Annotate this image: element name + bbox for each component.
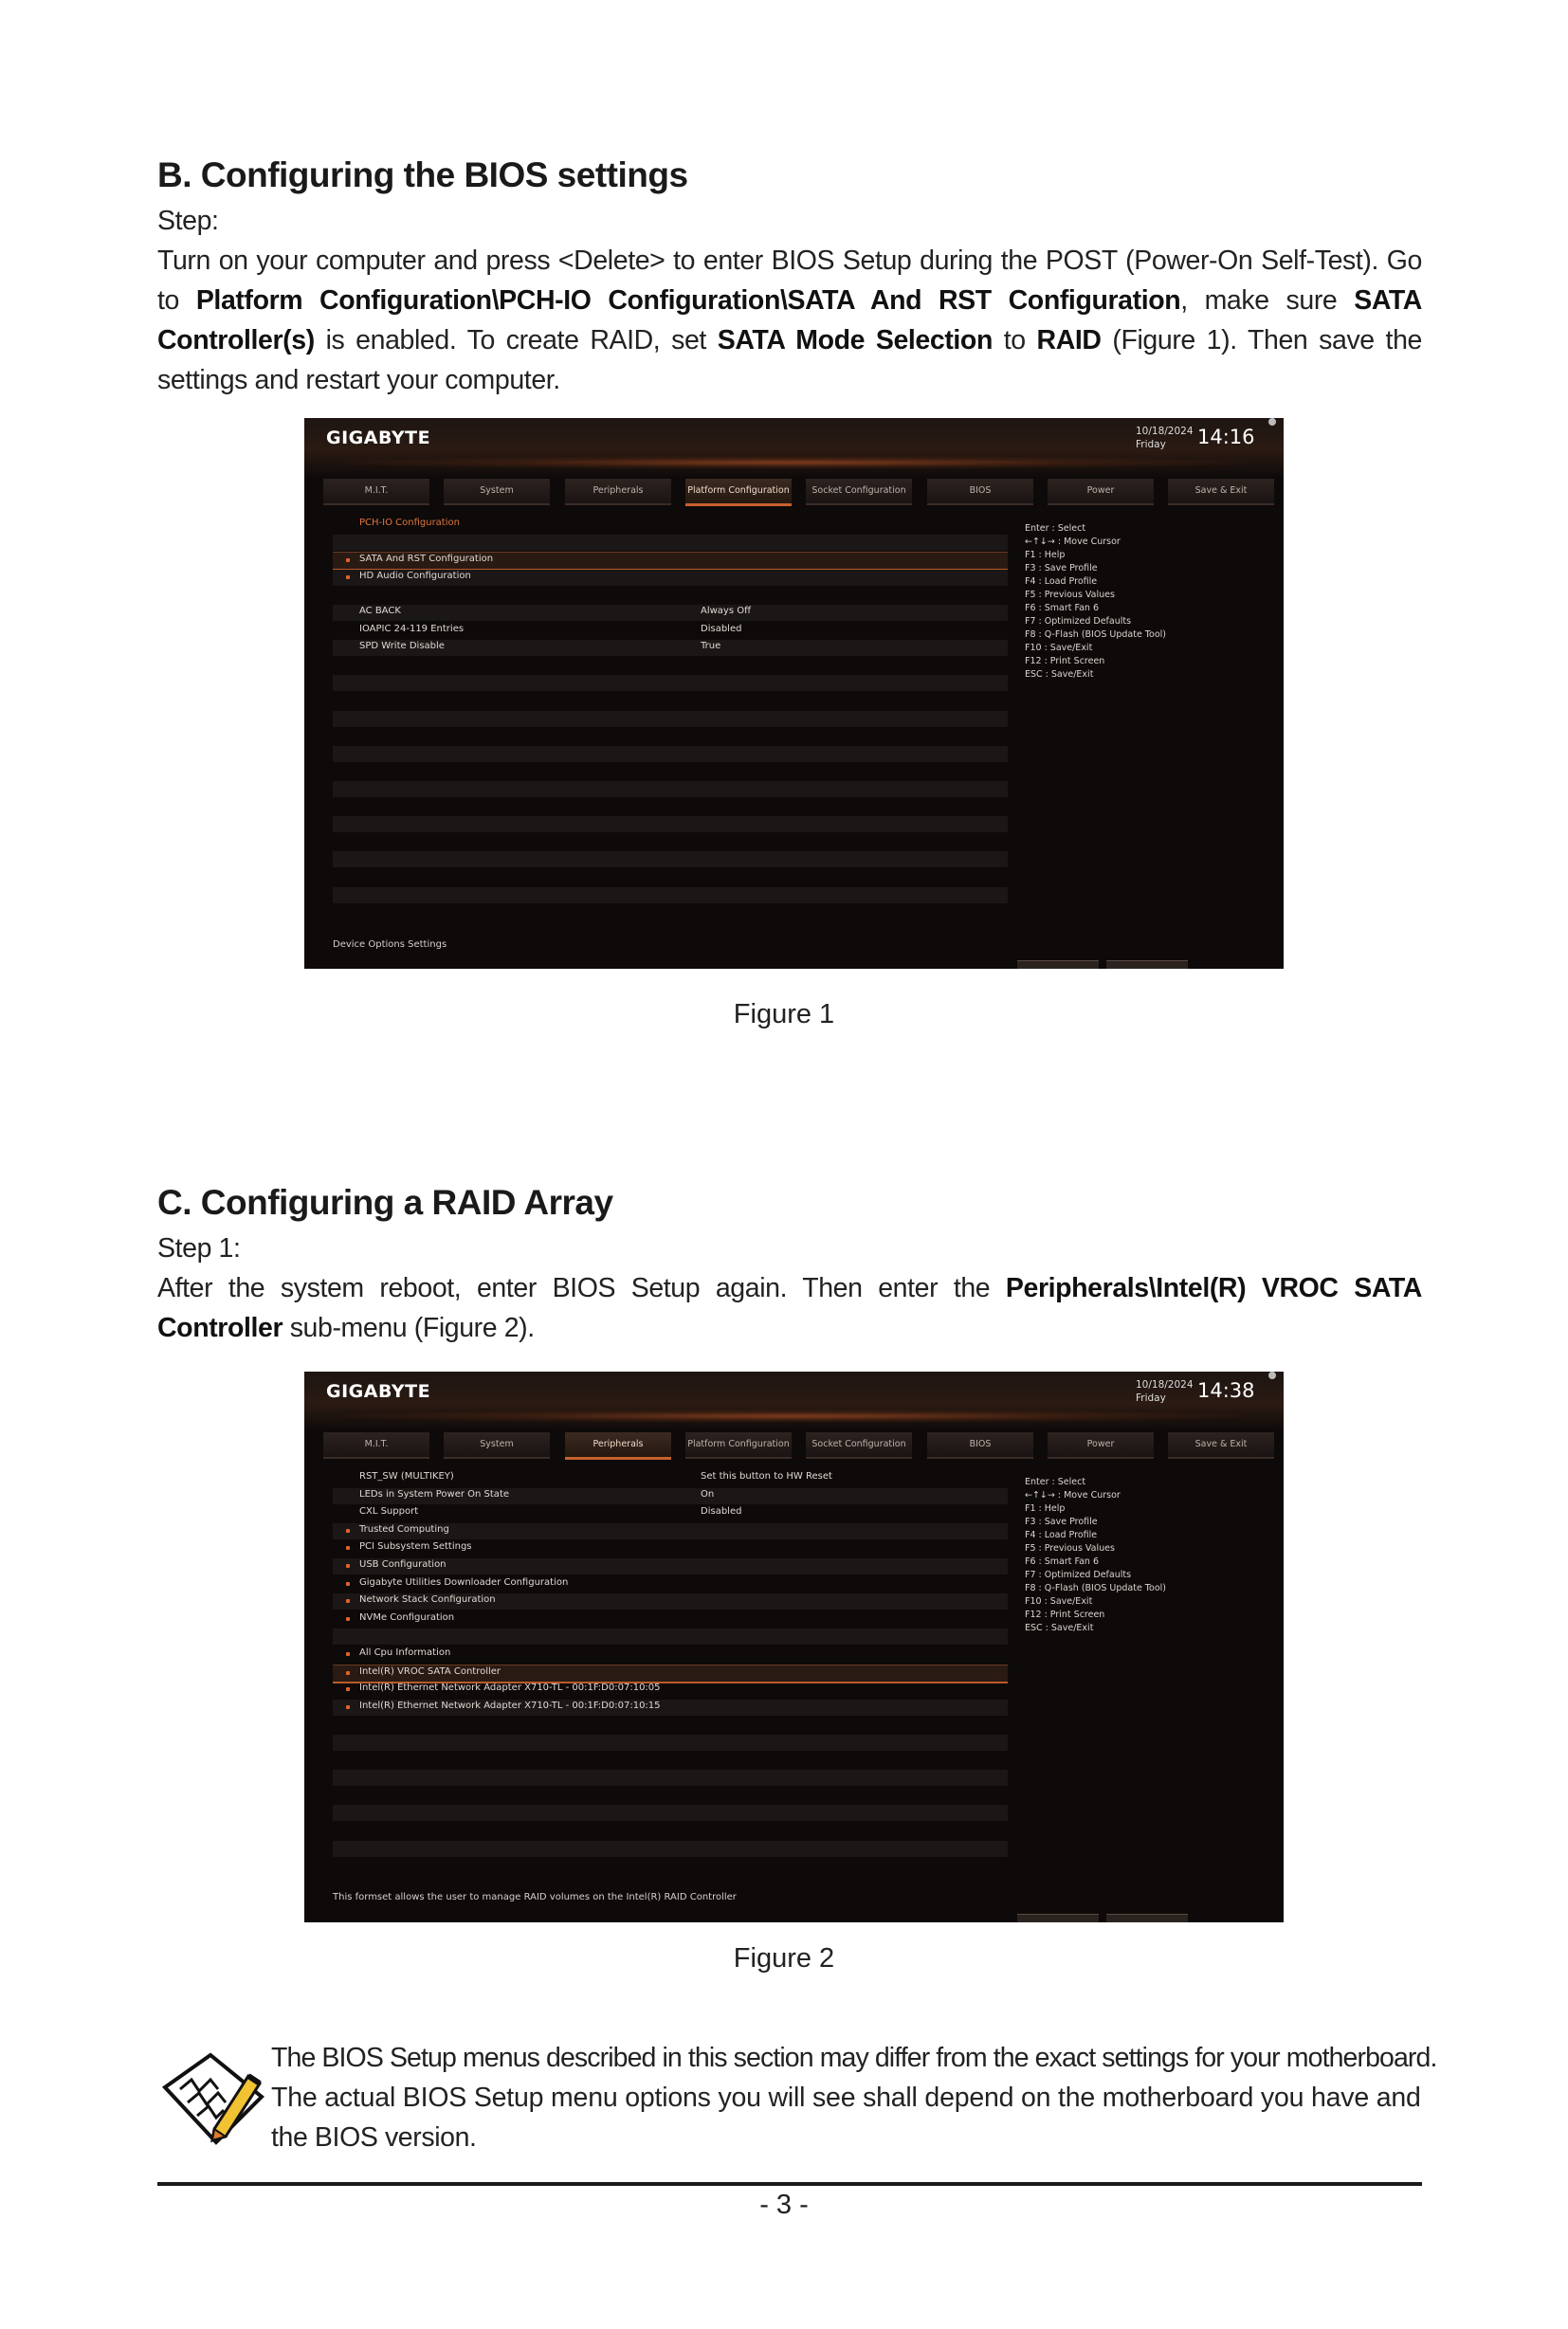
setting-value[interactable]: Disabled	[701, 1506, 742, 1517]
empty-row	[333, 675, 1008, 691]
empty-row	[333, 869, 1008, 885]
submenu-bullet-icon	[346, 575, 350, 579]
settings-row[interactable]	[333, 605, 1008, 621]
key-help-line: F6 : Smart Fan 6	[1025, 1556, 1100, 1567]
key-help-line: F8 : Q-Flash (BIOS Update Tool)	[1025, 629, 1166, 640]
figure-2-caption: Figure 2	[733, 1943, 835, 1974]
empty-row	[333, 1770, 1008, 1786]
key-help-line: ESC : Save/Exit	[1025, 669, 1094, 680]
note-pencil-icon-graphic	[155, 2047, 267, 2152]
text: , make sure	[1180, 285, 1355, 316]
key-help-line: F10 : Save/Exit	[1025, 643, 1093, 653]
submenu-bullet-icon	[346, 1705, 350, 1709]
empty-row	[333, 763, 1008, 779]
key-help-line: F8 : Q-Flash (BIOS Update Tool)	[1025, 1583, 1166, 1593]
tab-platform-configuration[interactable]: Platform Configuration	[685, 479, 792, 506]
section-b-heading: B. Configuring the BIOS settings	[157, 155, 688, 194]
section-b-paragraph	[157, 241, 1422, 400]
key-help-line: F4 : Load Profile	[1025, 1530, 1098, 1540]
bios-footer-description: Device Options Settings	[333, 939, 447, 950]
tab-system[interactable]: System	[444, 479, 550, 505]
setting-label: IOAPIC 24-119 Entries	[359, 624, 465, 634]
submenu-bullet-icon	[346, 1564, 350, 1568]
gigabyte-logo: GIGABYTE	[326, 1381, 431, 1402]
section-c-paragraph	[157, 1268, 1422, 1348]
empty-row	[333, 1823, 1008, 1839]
empty-row	[333, 887, 1008, 903]
settings-row[interactable]	[333, 1665, 1008, 1683]
setting-value[interactable]: Disabled	[701, 624, 742, 634]
section-b-step: Step:	[157, 206, 219, 236]
key-help-line: F12 : Print Screen	[1025, 1610, 1105, 1620]
setting-label: NVMe Configuration	[359, 1612, 455, 1623]
setting-label: SATA And RST Configuration	[359, 554, 494, 564]
q-flash-button[interactable]	[1106, 960, 1188, 969]
note-line: The actual BIOS Setup menu options you will see shall depend on the motherboard you have and	[271, 2083, 1421, 2113]
tab-peripherals[interactable]: Peripherals	[565, 479, 671, 505]
tab-save-exit[interactable]: Save & Exit	[1168, 479, 1274, 505]
setting-label: Intel(R) Ethernet Network Adapter X710-TL - 00:1F:D0:07:10:15	[359, 1701, 661, 1711]
q-flash-button[interactable]	[1106, 1914, 1188, 1922]
tab-socket-configuration[interactable]: Socket Configuration	[806, 1432, 912, 1459]
setting-value[interactable]: Always Off	[701, 606, 751, 616]
bios-screenshot-figure-1	[304, 418, 1284, 969]
setting-label: Trusted Computing	[359, 1524, 449, 1535]
settings-row[interactable]	[333, 1505, 1008, 1521]
setting-label: Intel(R) Ethernet Network Adapter X710-TL - 00:1F:D0:07:10:05	[359, 1683, 661, 1693]
submenu-bullet-icon	[346, 558, 350, 562]
setting-label: Network Stack Configuration	[359, 1594, 496, 1605]
tab-power[interactable]: Power	[1048, 479, 1154, 505]
empty-row	[333, 834, 1008, 850]
submenu-bullet-icon	[346, 1529, 350, 1533]
settings-row[interactable]	[333, 1558, 1008, 1574]
submenu-bullet-icon	[346, 1599, 350, 1603]
tab-m-i-t[interactable]: M.I.T.	[323, 1432, 429, 1459]
submenu-bullet-icon	[346, 1617, 350, 1621]
tab-platform-configuration[interactable]: Platform Configuration	[685, 1432, 792, 1459]
tab-m-i-t[interactable]: M.I.T.	[323, 479, 429, 505]
empty-row	[333, 746, 1008, 762]
setting-value[interactable]: True	[701, 641, 721, 651]
setting-label: LEDs in System Power On State	[359, 1489, 510, 1500]
bios-date	[1136, 1378, 1194, 1405]
settings-row[interactable]	[333, 1593, 1008, 1610]
key-help-line: F3 : Save Profile	[1025, 563, 1098, 573]
settings-row[interactable]	[333, 1700, 1008, 1716]
setting-label: HD Audio Configuration	[359, 571, 471, 581]
settings-row[interactable]	[333, 552, 1008, 571]
empty-row	[333, 1805, 1008, 1821]
submenu-bullet-icon	[346, 1546, 350, 1550]
key-help-line: F6 : Smart Fan 6	[1025, 603, 1100, 613]
smart-fan-button[interactable]	[1017, 1914, 1099, 1922]
smart-fan-button[interactable]	[1017, 960, 1099, 969]
key-help-line: ←↑↓→ : Move Cursor	[1025, 1490, 1121, 1501]
settings-row[interactable]	[333, 1682, 1008, 1698]
settings-row[interactable]	[333, 640, 1008, 656]
key-help-line: F1 : Help	[1025, 1503, 1066, 1514]
settings-row[interactable]	[333, 1540, 1008, 1556]
empty-row	[333, 728, 1008, 744]
gear-icon[interactable]	[1268, 1372, 1276, 1379]
text: Turn on your computer and press <Delete> to enter BIOS Setup during the POST (Power-On Self-Test). Go to	[157, 246, 1422, 316]
menu-path: Platform Configuration\PCH-IO Configuration\SATA And RST Configuration	[195, 285, 1181, 316]
note-line: the BIOS version.	[271, 2122, 477, 2153]
setting-label: SPD Write Disable	[359, 641, 445, 651]
tab-socket-configuration[interactable]: Socket Configuration	[806, 479, 912, 505]
setting-value[interactable]: Set this button to HW Reset	[701, 1471, 832, 1482]
settings-row[interactable]	[333, 1647, 1008, 1663]
setting-label: PCI Subsystem Settings	[359, 1541, 472, 1552]
bios-tabs	[323, 1432, 1271, 1459]
key-help-line: F12 : Print Screen	[1025, 656, 1105, 666]
settings-row[interactable]	[333, 1576, 1008, 1592]
settings-row[interactable]	[333, 1611, 1008, 1628]
empty-row	[333, 781, 1008, 797]
day-text: Friday	[1136, 1392, 1166, 1404]
bios-clock: 14:16	[1197, 426, 1255, 448]
setting-name: SATA Controller(s)	[157, 285, 1422, 355]
bios-screenshot-figure-2	[304, 1372, 1284, 1922]
setting-value: RAID	[1036, 325, 1102, 355]
footer-divider	[157, 2182, 1422, 2186]
key-help-line: F7 : Optimized Defaults	[1025, 616, 1132, 627]
settings-row[interactable]	[333, 623, 1008, 639]
empty-row	[333, 851, 1008, 867]
key-help-line: F3 : Save Profile	[1025, 1517, 1098, 1527]
settings-row	[333, 517, 1008, 533]
empty-row	[333, 1753, 1008, 1769]
tab-peripherals[interactable]: Peripherals	[565, 1432, 671, 1460]
setting-label: All Cpu Information	[359, 1647, 451, 1658]
gear-icon[interactable]	[1268, 418, 1276, 426]
submenu-title: PCH-IO Configuration	[359, 518, 460, 528]
empty-row	[333, 693, 1008, 709]
bios-tabs	[323, 479, 1271, 505]
figure-1-caption: Figure 1	[733, 999, 835, 1029]
settings-row[interactable]	[333, 1488, 1008, 1504]
setting-label: USB Configuration	[359, 1559, 447, 1570]
glow	[342, 1410, 1243, 1423]
text: (Figure 1). Then save the settings and restart your computer.	[157, 325, 1422, 395]
tab-bios[interactable]: BIOS	[927, 1432, 1033, 1459]
empty-row	[333, 711, 1008, 727]
bios-clock: 14:38	[1197, 1379, 1255, 1402]
tab-bios[interactable]: BIOS	[927, 479, 1033, 505]
bios-key-help	[1025, 522, 1166, 682]
empty-row	[333, 658, 1008, 674]
text: to	[992, 325, 1037, 355]
gigabyte-logo: GIGABYTE	[326, 428, 431, 448]
day-text: Friday	[1136, 439, 1166, 450]
glow	[342, 456, 1243, 469]
empty-row	[333, 816, 1008, 832]
key-help-line: F1 : Help	[1025, 550, 1066, 560]
section-c-step: Step 1:	[157, 1233, 241, 1264]
submenu-bullet-icon	[346, 1582, 350, 1586]
empty-row	[333, 1788, 1008, 1804]
empty-row	[333, 1717, 1008, 1733]
date-text: 10/18/2024	[1136, 1379, 1194, 1391]
empty-row	[333, 587, 1008, 603]
tab-power[interactable]: Power	[1048, 1432, 1154, 1459]
setting-label: Gigabyte Utilities Downloader Configuration	[359, 1577, 569, 1588]
key-help-line: F5 : Previous Values	[1025, 590, 1115, 600]
key-help-line: ESC : Save/Exit	[1025, 1623, 1094, 1633]
settings-row[interactable]	[333, 1470, 1008, 1486]
empty-row	[333, 1735, 1008, 1751]
setting-label: RST_SW (MULTIKEY)	[359, 1471, 454, 1482]
setting-label: AC BACK	[359, 606, 401, 616]
key-help-line: F5 : Previous Values	[1025, 1543, 1115, 1554]
bios-footer-description: This formset allows the user to manage RAID volumes on the Intel(R) RAID Controller	[333, 1892, 737, 1902]
tab-save-exit[interactable]: Save & Exit	[1168, 1432, 1274, 1459]
note-line: The BIOS Setup menus described in this section may differ from the exact settings for your motherboard.	[271, 2043, 1437, 2073]
key-help-line: Enter : Select	[1025, 523, 1086, 534]
key-help-line: F4 : Load Profile	[1025, 576, 1098, 587]
settings-row[interactable]	[333, 570, 1008, 586]
bios-key-help	[1025, 1476, 1166, 1635]
empty-row	[333, 1628, 1008, 1645]
submenu-bullet-icon	[346, 1671, 350, 1675]
note-text	[271, 2038, 1437, 2157]
submenu-bullet-icon	[346, 1687, 350, 1691]
submenu-bullet-icon	[346, 1652, 350, 1656]
empty-row	[333, 1841, 1008, 1857]
tab-system[interactable]: System	[444, 1432, 550, 1459]
key-help-line: ←↑↓→ : Move Cursor	[1025, 537, 1121, 547]
setting-label: CXL Support	[359, 1506, 419, 1517]
key-help-line: F10 : Save/Exit	[1025, 1596, 1093, 1607]
menu-path: Peripherals\Intel(R) VROC SATA Controller	[157, 1273, 1422, 1343]
setting-value[interactable]: On	[701, 1489, 715, 1500]
text: is enabled. To create RAID, set	[314, 325, 718, 355]
setting-label: Intel(R) VROC SATA Controller	[359, 1666, 501, 1677]
date-text: 10/18/2024	[1136, 426, 1194, 437]
key-help-line: F7 : Optimized Defaults	[1025, 1570, 1132, 1580]
empty-row	[333, 535, 1008, 551]
setting-name: SATA Mode Selection	[717, 325, 993, 355]
text: After the system reboot, enter BIOS Setup again. Then enter the	[157, 1273, 1006, 1303]
settings-row[interactable]	[333, 1523, 1008, 1539]
page-number: - 3 -	[759, 2190, 809, 2220]
section-c-heading: C. Configuring a RAID Array	[157, 1183, 613, 1222]
key-help-line: Enter : Select	[1025, 1477, 1086, 1487]
note-pencil-icon	[155, 2047, 267, 2152]
text: sub-menu (Figure 2).	[283, 1313, 535, 1343]
bios-date	[1136, 425, 1194, 451]
empty-row	[333, 799, 1008, 815]
